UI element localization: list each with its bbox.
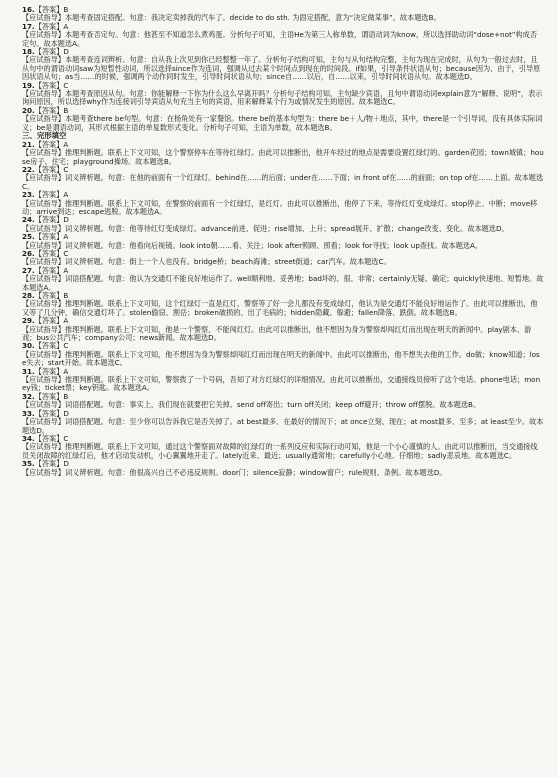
question-entry xyxy=(22,435,544,460)
question-entry xyxy=(22,317,544,342)
question-entry xyxy=(22,23,544,48)
answer-label: 【答案】C xyxy=(34,248,69,258)
question-number: 16. xyxy=(22,5,35,14)
question-entry xyxy=(22,460,544,477)
explanation-text: 【应试指导】词语搭配题。句意：他认为交通灯不能良好地运作了。well顺利地、妥善地；bad坏的、很、非常；certainly无疑、确定；quickly快速地、短暂地。故本题选A。 xyxy=(22,274,544,292)
question-entry xyxy=(22,292,544,317)
question-number: 17. xyxy=(22,21,35,31)
question-number: 27. xyxy=(22,265,35,275)
question-entry xyxy=(22,166,544,191)
explanation-text: 【应试指导】推理判断题。联系上下文可知，他不想因为身为警察却闯红灯而出现在明天的新闻中。由此可以推断出，他不想失去他的工作。do做；know知道；lose失去；start开始。故本题选C。 xyxy=(22,349,540,368)
explanation-text: 【应试指导】本题考查固定搭配。句意：我决定卖掉我的汽车了。decide to do sth. 为固定搭配，意为“决定做某事”。故本题选B。 xyxy=(22,13,441,23)
answer-label: 【答案】C xyxy=(34,433,69,443)
question-entry xyxy=(22,267,544,292)
answer-label: 【答案】A xyxy=(34,190,69,200)
section-title: 三、完形填空 xyxy=(22,131,67,141)
question-number: 18. xyxy=(22,47,35,57)
answer-label: 【答案】A xyxy=(34,316,69,326)
explanation-text: 【应试指导】推理判断题。联系上下文可知，这个红绿灯一直是红灯，警察等了好一会儿都没有变成绿灯，他认为是交通灯不能良好地运作了。由此可以推断出，他又等了几分钟，确信交通灯坏了。stolen偷窃、割岳；broken破损的、出了毛病的；hidden隐藏、躲避；fallen降落、跌倒。故本题选B。 xyxy=(22,299,538,317)
question-number: 35. xyxy=(22,459,35,469)
answer-label: 【答案】D xyxy=(34,408,69,418)
question-number: 30. xyxy=(22,341,35,351)
answer-label: 【答案】D xyxy=(34,47,69,57)
explanation-text: 【应试指导】本题考查否定句。句意：他甚至不知道怎么煮鸡蛋。分析句子可知，主语He为第三人称单数，谓语动词为know，所以选择助动词“dose+not”构成否定句。故本题选A。 xyxy=(22,30,538,48)
question-entry xyxy=(22,216,544,233)
answer-label: 【答案】A xyxy=(34,265,69,275)
question-number: 33. xyxy=(22,408,35,418)
answer-label: 【答案】B xyxy=(34,291,69,300)
explanation-text: 【应试指导】推理判断题。联系上下文可知，警察拨了一个号码，吾知了对方红绿灯的详细情况。由此可以推断出，交通接线员接听了这个电话。phone电话；money钱；ticket票；key钥匙。故本题选A。 xyxy=(22,375,541,393)
question-number: 28. xyxy=(22,291,35,300)
explanation-text: 【应试指导】词语搭配题。句意：事实上，我们现在就要把它关掉。send off寄出；turn off关闭；keep off避开；throw off摆脱。故本题选B。 xyxy=(22,400,481,410)
answer-label: 【答案】D xyxy=(34,215,69,225)
answer-label: 【答案】B xyxy=(34,5,69,14)
answer-label: 【答案】C xyxy=(34,80,69,90)
question-number: 22. xyxy=(22,164,35,174)
question-entry xyxy=(22,191,544,216)
question-number: 32. xyxy=(22,391,35,401)
explanation-text: 【应试指导】词义辨析题。句意：他很高兴自己不必违反规则。door门；silence寂静；window窗户；rule规则、条例。故本题选D。 xyxy=(22,467,447,477)
explanation-text: 【应试指导】词语搭配题。句意：至少你可以告诉我它是否关掉了。at best最多、在最好的情况下；at once立刻、现在；at most最多、至多；at least至少。故本题选D。 xyxy=(22,417,544,435)
explanation-text: 【应试指导】推理判断题。联系上下文可知，这个警察停车在等待红绿灯。由此可以推断出，他开车经过的地点是需要设置红绿灯的。garden花园；town城镇；house房子、住宅；playground操场。故本题选B。 xyxy=(22,148,544,166)
question-entry xyxy=(22,82,544,107)
question-number: 23. xyxy=(22,190,35,200)
question-number: 24. xyxy=(22,215,35,225)
answer-label: 【答案】A xyxy=(34,139,69,149)
question-number: 19. xyxy=(22,80,35,90)
explanation-text: 【应试指导】本题考查原因从句。句意：你能解释一下你为什么这么早离开吗？分析句子结构可知，主句缺少宾语，且句中谓语动词explain意为“解释、说明”，表示询问原因，所以选择why作为连接词引导宾语从句充当主句的宾语，用来解释某个行为或情况发生的原因。故本题选C。 xyxy=(22,89,543,107)
question-entry xyxy=(22,393,544,410)
explanation-text: 【应试指导】词义辨析题。句意：街上一个人也没有。bridge桥；beach海滩；street街道；car汽车。故本题选C。 xyxy=(22,257,391,267)
question-entry xyxy=(22,368,544,393)
question-number: 21. xyxy=(22,139,35,149)
explanation-text: 【应试指导】词义辨析题。句意：在他的前面有一个红绿灯。behind在……的后面；under在……下面；in front of在……的前面；on top of在……上面。故本题选C。 xyxy=(22,173,544,191)
question-number: 34. xyxy=(22,433,35,443)
answer-label: 【答案】C xyxy=(34,341,69,351)
question-entry xyxy=(22,233,544,250)
question-entry xyxy=(22,6,544,23)
answer-label: 【答案】B xyxy=(34,391,69,401)
answer-label: 【答案】D xyxy=(34,459,69,469)
explanation-text: 【应试指导】本题考查连词辨析。句意：自从我上次见到你已经整整一年了。分析句子结构可知，主句与从句结构完整，主句为现在完成时，从句为一般过去时，且从句中的谓语动词saw为短暂性动词，所以选择since作为连词，强调从过去某个时间点到现在的时间段。if如果，引导条件状语从句；because因为、由于，引导原因状语从句；as当……的时候，强调两个动作同时发生，引导时间状语从句；since自……以后，自……以来，引导时间状语从句。故本题选D。 xyxy=(22,55,541,82)
section-heading xyxy=(22,132,544,141)
question-entry xyxy=(22,342,544,367)
question-number: 31. xyxy=(22,366,35,376)
question-number: 26. xyxy=(22,248,35,258)
question-entry xyxy=(22,141,544,166)
answer-label: 【答案】A xyxy=(34,366,69,376)
answer-label: 【答案】B xyxy=(34,105,69,115)
question-entry xyxy=(22,48,544,82)
question-entry xyxy=(22,107,544,132)
question-number: 29. xyxy=(22,316,35,326)
answer-label: 【答案】A xyxy=(34,232,69,242)
question-entry xyxy=(22,250,544,267)
question-number: 25. xyxy=(22,232,35,242)
explanation-text: 【应试指导】推理判断题。联系上下文可知，通过这个警察面对故障的红绿灯的一系列反应和实际行动可知，他是一个小心谨慎的人。由此可以推断出，当交通接线员关闭故障的红绿灯后，他才启动发动机，小心翼翼地开走了。lately近来、最近；usually通常地；carefully小心地、仔细地；sadly悲哀地。故本题选C。 xyxy=(22,442,538,460)
answer-label: 【答案】C xyxy=(34,164,69,174)
explanation-text: 【应试指导】推理判断题。联系上下文可知，他是一个警察，不能闯红灯。由此可以推断出，他不想因为身为警察却闯红灯而出现在明天的新闻中。play剧本、游戏；bus公共汽车；company公司；news新闻。故本题选D。 xyxy=(22,324,532,343)
explanation-text: 【应试指导】推理判断题。联系上下文可知，在警察的前面有一个红绿灯，是红灯。由此可以推断出，他停了下来，等待红灯变成绿灯。stop停止、中断；move移动；arrive到达；escape逃脱。故本题选A。 xyxy=(22,198,538,216)
explanation-text: 【应试指导】本题考查there be句型。句意：在杨角处有一家餐馆。there be的基本句型为：there be＋人/物＋地点，其中，there是一个引导词，没有具体实际词义；be是谓语动词，其形式根据主语的单复数形式变化。分析句子可知，主语为单数，故本题选B。 xyxy=(22,114,543,132)
question-entry xyxy=(22,410,544,435)
explanation-text: 【应试指导】词义辨析题。句意：他看向后视镜。look into朝……看、关注；look after照顾、照看；look for寻找；look up查找。故本题选A。 xyxy=(22,240,483,250)
question-number: 20. xyxy=(22,105,35,115)
explanation-text: 【应试指导】词义辨析题。句意：他等待红灯变成绿灯。advance前进、促进；rise增加、上升；spread展开、扩散；change改变、变化。故本题选D。 xyxy=(22,223,509,233)
answer-label: 【答案】A xyxy=(34,21,69,31)
